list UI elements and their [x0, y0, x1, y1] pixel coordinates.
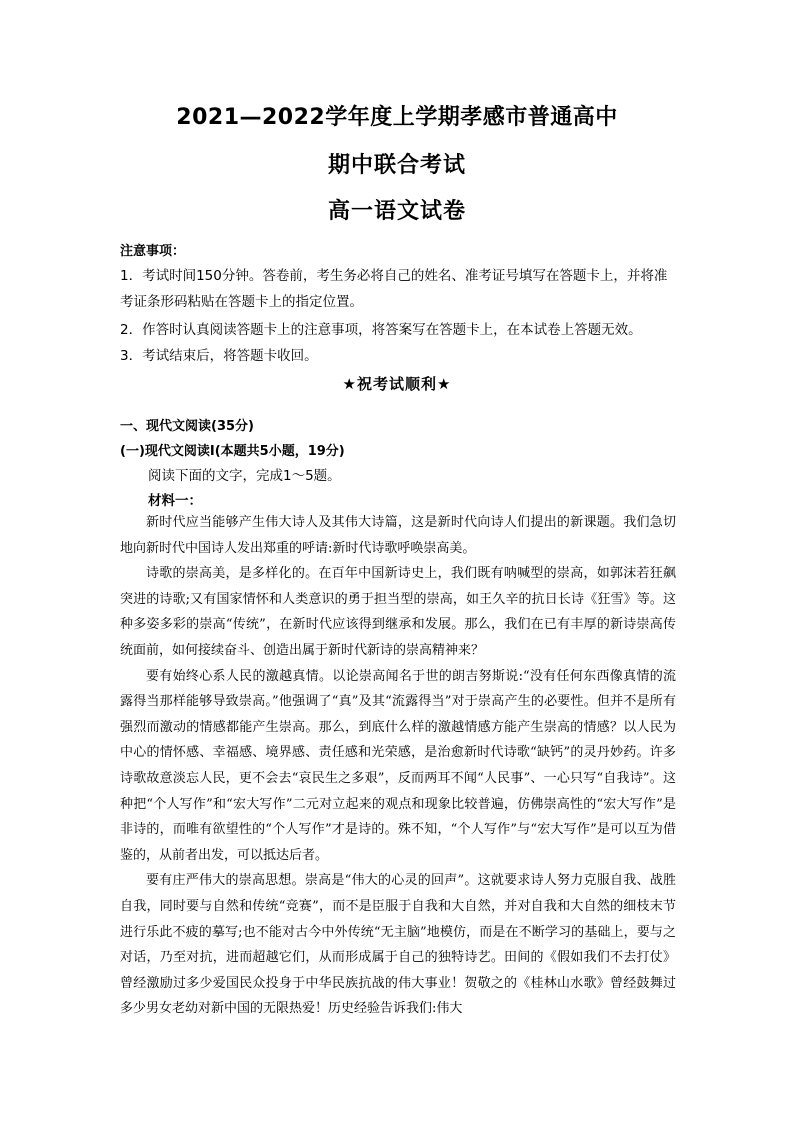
passage-paragraph: 新时代应当能够产生伟大诗人及其伟大诗篇，这是新时代向诗人们提出的新课题。我们急切地向新时代中国诗人发出郑重的呼请:新时代诗歌呼唤崇高美。 [120, 515, 676, 556]
notice-item-3: 3．考试结束后，将答题卡收回。 [120, 348, 318, 364]
subsection-heading: (一)现代文阅读Ⅰ(本题共5小题，19分) [120, 444, 345, 459]
exam-title-year: 2021—2022学年度上学期孝感市普通高中 [176, 105, 618, 130]
section-heading: 一、现代文阅读(35分) [120, 419, 254, 434]
exam-title-subject: 高一语文试卷 [327, 198, 466, 224]
notice-item-1: 1．考试时间150分钟。答卷前，考生务必将自己的姓名、准考证号填写在答题卡上，并将准考证条形码粘贴在答题卡上的指定位置。 [120, 268, 668, 310]
material-label: 材料一： [148, 493, 202, 509]
notice-item-2: 2．作答时认真阅读答题卡上的注意事项，将答案写在答题卡上，在本试卷上答题无效。 [120, 322, 642, 338]
notice-heading: 注意事项： [120, 244, 186, 259]
exam-title-name: 期中联合考试 [327, 153, 466, 178]
good-luck-banner: ★祝考试顺利★ [342, 375, 452, 393]
reading-instruction: 阅读下面的文字，完成1～5题。 [148, 468, 341, 484]
passage-paragraph: 要有始终心系人民的激越真情。以论崇高闻名于世的朗吉努斯说:“没有任何东西像真情的流露得当那样能够导致崇高。”他强调了“真”及其“流露得当”对于崇高产生的必要性。但并不是所有强烈而激动的情感都能产生崇高。那么，到底什么样的激越情感方能产生崇高的情感？以人民为中心的情怀感、幸福感、境界感、责任感和光荣感，是治愈新时代诗歌“缺钙”的灵丹妙药。许多诗歌故意淡忘人民，更不会去“哀民生之多艰”，反而两耳不闻“人民事”、一心只写“自我诗”。这种把“个人写作”和“宏大写作”二元对立起来的观点和现象比较普遍，仿佛崇高性的“宏大写作”是非诗的，而唯有欲望性的“个人写作”才是诗的。殊不知，“个人写作”与“宏大写作”是可以互为借鉴的，从前者出发，可以抵达后者。 [120, 668, 676, 863]
passage-paragraph: 要有庄严伟大的崇高思想。崇高是“伟大的心灵的回声”。这就要求诗人努力克服自我、战胜自我，同时要与自然和传统“竞赛”，而不是臣服于自我和大自然，并对自我和大自然的细枝末节进行乐此不疲的摹写;也不能对古今中外传统“无主脑”地模仿，而是在不断学习的基础上，要与之对话，乃至对抗，进而超越它们，从而形成属于自己的独特诗艺。田间的《假如我们不去打仗》曾经激励过多少爱国民众投身于中华民族抗战的伟大事业！贺敬之的《桂林山水歌》曾经鼓舞过多少男女老幼对新中国的无限热爱！历史经验告诉我们:伟大 [120, 873, 676, 1017]
passage-paragraph: 诗歌的崇高美，是多样化的。在百年中国新诗史上，我们既有呐喊型的崇高，如郭沫若狂飙突进的诗歌;又有国家情怀和人类意识的勇于担当型的崇高，如王久辛的抗日长诗《狂雪》等。这种多姿多彩的崇高“传统”，在新时代应该得到继承和发展。那么，我们在已有丰厚的新诗崇高传统面前，如何接续奋斗、创造出属于新时代新诗的崇高精神来？ [120, 566, 676, 658]
reading-passage [120, 510, 676, 1022]
